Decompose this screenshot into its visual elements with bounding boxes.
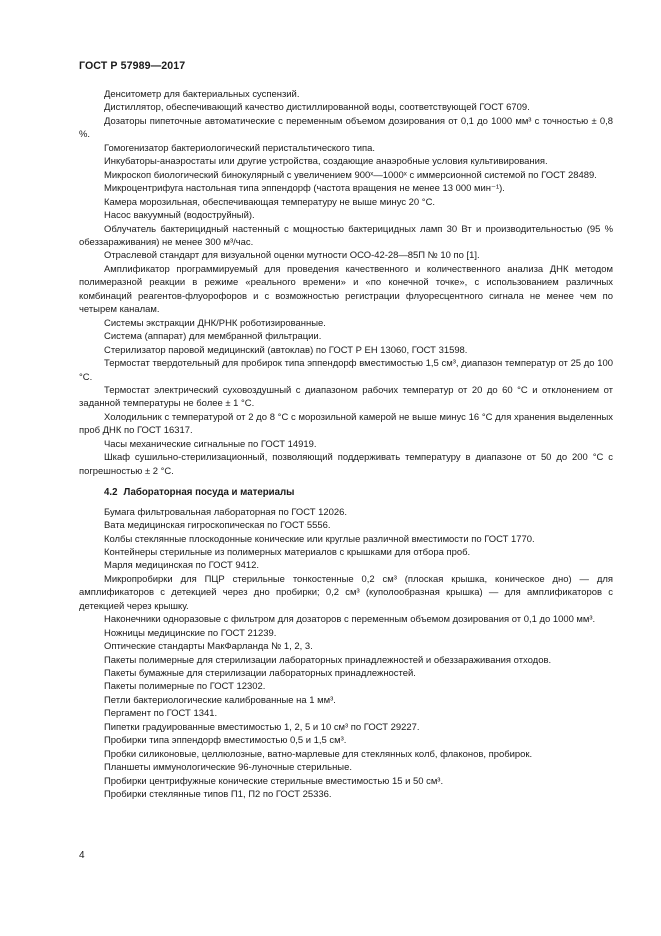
paragraph: Стерилизатор паровой медицинский (автоклав) по ГОСТ Р ЕН 13060, ГОСТ 31598. — [104, 344, 468, 356]
equipment-list — [79, 88, 613, 478]
paragraph: Термостат твердотельный для пробирок типа эппендорф вместимостью 1,5 см³, диапазон температур от 25 до 100 °С. — [79, 358, 613, 383]
paragraph: Пакеты полимерные для стерилизации лабораторных принадлежностей и обеззараживания отходов. — [104, 654, 552, 666]
paragraph: Вата медицинская гигроскопическая по ГОСТ 5556. — [104, 520, 331, 532]
paragraph: Камера морозильная, обеспечивающая температуру не выше минус 20 °С. — [104, 196, 436, 208]
paragraph: Дистиллятор, обеспечивающий качество дистиллированной воды, соответствующей ГОСТ 6709. — [104, 102, 530, 114]
paragraph: Насос вакуумный (водоструйный). — [104, 210, 255, 222]
paragraph: Ножницы медицинские по ГОСТ 21239. — [104, 627, 277, 639]
paragraph: Термостат электрический суховоздушный с диапазоном рабочих температур от 20 до 60 °С и отклонением от заданной температуры не более ± 1 °С. — [79, 384, 613, 410]
paragraph: Планшеты иммунологические 96-луночные стерильные. — [104, 762, 352, 774]
paragraph: Марля медицинская по ГОСТ 9412. — [104, 560, 260, 572]
paragraph: Дозаторы пипеточные автоматические с переменным объемом дозирования от 0,1 до 1000 мм³ с точностью ± 0,8 %. — [79, 115, 613, 141]
paragraph: Пробирки центрифужные конические стерильные вместимостью 15 и 50 см³. — [104, 775, 444, 787]
paragraph: Инкубаторы-анаэростаты или другие устройства, создающие анаэробные условия культивирования. — [104, 156, 548, 168]
paragraph: Пакеты полимерные по ГОСТ 12302. — [104, 681, 266, 693]
paragraph: Гомогенизатор бактериологический перистальтического типа. — [104, 142, 375, 154]
paragraph: Пробки силиконовые, целлюлозные, ватно-марлевые для стеклянных колб, флаконов, пробирок. — [104, 748, 533, 760]
document-header: ГОСТ Р 57989—2017 — [79, 60, 186, 72]
paragraph: Амплификатор программируемый для проведения качественного и количественного анализа ДНК методом полимеразной реакции в режиме «реального времени» и «по конечной точке», с использованием различных комбинаций реагентов-флуорофоров и с возможностью регистрации флуоресцентного сигнала не менее чем по четырем каналам. — [79, 263, 613, 316]
paragraph: Пробирки стеклянные типов П1, П2 по ГОСТ 25336. — [104, 789, 332, 801]
page-number: 4 — [79, 850, 85, 861]
paragraph: Петли бактериологические калиброванные на 1 мм³. — [104, 694, 336, 706]
paragraph: Системы экстракции ДНК/РНК роботизированные. — [104, 317, 326, 329]
paragraph: Оптические стандарты МакФарланда № 1, 2, 3. — [104, 641, 313, 653]
paragraph: Пробирки типа эппендорф вместимостью 0,5 и 1,5 см³. — [104, 735, 347, 747]
paragraph: Отраслевой стандарт для визуальной оценки мутности ОСО-42-28—85П № 10 по [1]. — [104, 250, 480, 262]
section-number: 4.2 — [104, 487, 118, 499]
paragraph: Пакеты бумажные для стерилизации лабораторных принадлежностей. — [104, 668, 416, 680]
paragraph: Микроскоп биологический бинокулярный с увеличением 900ˣ—1000ˣ с иммерсионной системой по ГОСТ 28489. — [104, 169, 597, 181]
paragraph: Наконечники одноразовые с фильтром для дозаторов с переменным объемом дозирования от 0,1 до 1000 мм³. — [104, 614, 596, 626]
paragraph: Часы механические сигнальные по ГОСТ 14919. — [104, 438, 317, 450]
paragraph: Микропробирки для ПЦР стерильные тонкостенные 0,2 см³ (плоская крышка, коническое дно) — для амплификаторов с детекцией через дно пробирки; 0,2 см³ (куполообразная крышка) — для амплификаторов с детекцией через крышку. — [79, 573, 613, 612]
section-heading — [79, 486, 613, 499]
document-body — [79, 88, 613, 802]
paragraph: Микроцентрифуга настольная типа эппендорф (частота вращения не менее 13 000 мин⁻¹). — [104, 183, 505, 195]
paragraph: Холодильник с температурой от 2 до 8 °С с морозильной камерой не выше минус 16 °С для хранения выделенных проб ДНК по ГОСТ 16317. — [79, 411, 613, 437]
paragraph: Шкаф сушильно-стерилизационный, позволяющий поддерживать температуру в диапазоне от 50 до 200 °С с погрешностью ± 2 °С. — [79, 452, 613, 477]
materials-list — [79, 506, 613, 802]
section-title: Лабораторная посуда и материалы — [123, 487, 295, 499]
paragraph: Бумага фильтровальная лабораторная по ГОСТ 12026. — [104, 506, 348, 518]
paragraph: Система (аппарат) для мембранной фильтрации. — [104, 331, 322, 343]
paragraph: Денситометр для бактериальных суспензий. — [104, 89, 300, 100]
paragraph: Облучатель бактерицидный настенный с мощностью бактерицидных ламп 30 Вт и производительностью (95 % обеззараживания) не менее 300 м³/час. — [79, 223, 613, 248]
paragraph: Колбы стеклянные плоскодонные конические или круглые различной вместимости по ГОСТ 1770. — [104, 533, 535, 545]
paragraph: Пипетки градуированные вместимостью 1, 2, 5 и 10 см³ по ГОСТ 29227. — [104, 721, 420, 733]
paragraph: Пергамент по ГОСТ 1341. — [104, 708, 218, 720]
paragraph: Контейнеры стерильные из полимерных материалов с крышками для отбора проб. — [104, 546, 471, 558]
